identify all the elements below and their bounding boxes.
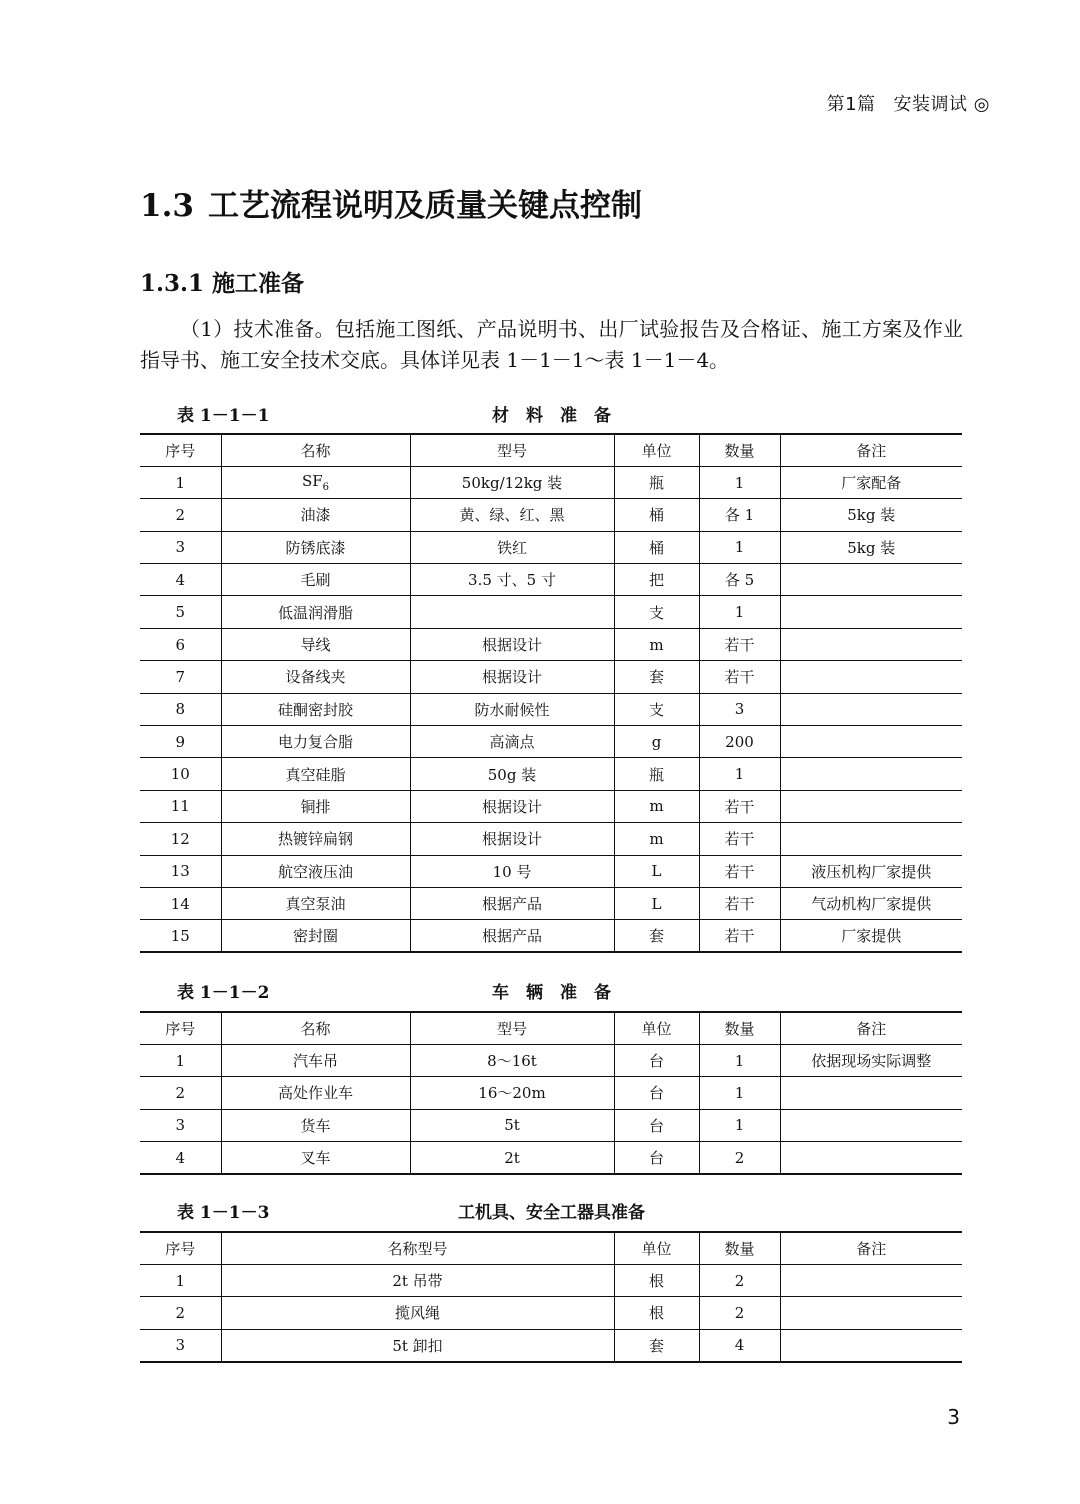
table-cell: 1 [140,1264,221,1296]
table-cell: 高滴点 [410,726,614,758]
table-cell: 把 [614,564,699,596]
table-row [140,726,962,758]
table-cell: 2t [410,1142,614,1174]
column-header: 单位 [614,434,699,466]
table2-vehicles [140,1011,962,1175]
table-cell: 瓶 [614,466,699,498]
table-cell: 1 [699,1044,780,1076]
part-label: 第1篇 [826,94,876,115]
table-cell: 各 5 [699,564,780,596]
table-cell: 1 [140,1044,221,1076]
table-row [140,1109,962,1141]
table-cell: 1 [699,596,780,628]
table-cell: 台 [614,1109,699,1141]
table-cell [780,661,962,693]
table-row [140,1264,962,1296]
table-cell: 1 [699,758,780,790]
table-cell: 若干 [699,855,780,887]
table-cell: 依据现场实际调整 [780,1044,962,1076]
table-cell: 根据产品 [410,920,614,952]
column-header: 备注 [780,1232,962,1264]
column-header: 数量 [699,1012,780,1044]
table-cell: 11 [140,790,221,822]
table-cell: 套 [614,920,699,952]
column-header: 单位 [614,1232,699,1264]
table-row [140,790,962,822]
table-cell: 厂家提供 [780,920,962,952]
table-cell: 液压机构厂家提供 [780,855,962,887]
column-header: 备注 [780,1012,962,1044]
table-cell: 1 [699,531,780,563]
table-row [140,661,962,693]
table-cell: 5kg 装 [780,499,962,531]
table-cell: 5t [410,1109,614,1141]
subsection-title: 施工准备 [212,270,304,297]
table-cell: 2 [140,499,221,531]
table3-caption-title: 工机具、安全工器具准备 [458,1203,645,1223]
table-cell: 2t 吊带 [221,1264,614,1296]
table-cell: 货车 [221,1109,410,1141]
table-cell: 根据设计 [410,661,614,693]
table-row [140,466,962,498]
table-cell: 3 [140,531,221,563]
table-cell [780,1264,962,1296]
table-cell: 10 [140,758,221,790]
table-cell: 10 号 [410,855,614,887]
table-cell: 铜排 [221,790,410,822]
table-row [140,1044,962,1076]
column-header: 名称 [221,434,410,466]
table3-caption-number: 表 1－1－3 [177,1203,270,1223]
table-cell: 200 [699,726,780,758]
table-row [140,693,962,725]
column-header: 型号 [410,434,614,466]
table-cell [780,693,962,725]
subsection-number: 1.3.1 [140,270,205,297]
table-cell: 2 [140,1077,221,1109]
table-row [140,499,962,531]
column-header: 序号 [140,434,221,466]
circle-mark-icon: ◎ [973,94,990,115]
table-cell: 1 [140,466,221,498]
table-cell: 若干 [699,628,780,660]
table-cell: m [614,628,699,660]
table-cell: 台 [614,1077,699,1109]
table-cell: 桶 [614,499,699,531]
table-cell: 3.5 寸、5 寸 [410,564,614,596]
column-header: 序号 [140,1232,221,1264]
table-cell: m [614,823,699,855]
table-cell: 设备线夹 [221,661,410,693]
table-row [140,596,962,628]
table-cell: 高处作业车 [221,1077,410,1109]
table-cell: 航空液压油 [221,855,410,887]
table-cell: 6 [140,628,221,660]
table1-materials [140,433,962,953]
table-cell: 硅酮密封胶 [221,693,410,725]
table2-caption-number: 表 1－1－2 [177,983,270,1003]
table-row [140,823,962,855]
table-cell: 各 1 [699,499,780,531]
table-cell: 1 [699,1109,780,1141]
table-row [140,564,962,596]
table1-caption-number: 表 1－1－1 [177,406,270,426]
table-cell: 套 [614,661,699,693]
table3-caption [140,1198,963,1224]
table-cell: 根据设计 [410,628,614,660]
table-cell: 3 [699,693,780,725]
table1-caption [140,401,963,427]
table-cell: 厂家配备 [780,466,962,498]
table-cell: 16～20m [410,1077,614,1109]
table-cell [780,1329,962,1361]
table-cell: 根 [614,1264,699,1296]
table-row [140,1329,962,1361]
table-cell: L [614,887,699,919]
table-cell: 根据设计 [410,823,614,855]
table-cell [410,596,614,628]
table-cell: 若干 [699,920,780,952]
table-cell [780,564,962,596]
table-cell: 台 [614,1044,699,1076]
table-cell [780,758,962,790]
table-cell: 50kg/12kg 装 [410,466,614,498]
table-cell: 5t 卸扣 [221,1329,614,1361]
table-cell: 3 [140,1329,221,1361]
table-cell: 毛刷 [221,564,410,596]
table-cell [780,628,962,660]
table-cell: 8～16t [410,1044,614,1076]
table-cell [780,790,962,822]
table-cell [780,1077,962,1109]
table-cell: 12 [140,823,221,855]
table-cell: 防水耐候性 [410,693,614,725]
table-cell: 瓶 [614,758,699,790]
table-cell [780,1297,962,1329]
table-row [140,628,962,660]
table-row [140,887,962,919]
table3-tools [140,1231,962,1363]
table-row [140,758,962,790]
table-cell: 9 [140,726,221,758]
table-cell: 密封圈 [221,920,410,952]
table-cell [780,596,962,628]
table-cell: 铁红 [410,531,614,563]
table-cell [780,1142,962,1174]
table-cell: 5kg 装 [780,531,962,563]
table-cell: 叉车 [221,1142,410,1174]
table2-caption-title: 车 辆 准 备 [492,983,611,1003]
table-cell: 4 [140,1142,221,1174]
table-cell: 若干 [699,790,780,822]
table-header-row [140,1232,962,1264]
table-cell: 2 [699,1264,780,1296]
table-cell: 导线 [221,628,410,660]
table-cell: 4 [699,1329,780,1361]
table-cell: 3 [140,1109,221,1141]
running-head [827,90,990,116]
table-row [140,531,962,563]
table-cell: 根据设计 [410,790,614,822]
table2-caption [140,978,963,1004]
table-cell: 1 [699,1077,780,1109]
column-header: 单位 [614,1012,699,1044]
table-cell: 真空硅脂 [221,758,410,790]
table-cell: 根 [614,1297,699,1329]
table-row [140,1077,962,1109]
table-header-row [140,1012,962,1044]
column-header: 名称 [221,1012,410,1044]
table-row [140,1297,962,1329]
table-cell: 桶 [614,531,699,563]
subsection-heading [140,265,304,298]
table-cell: 50g 装 [410,758,614,790]
table-cell: 真空泵油 [221,887,410,919]
table-cell: 14 [140,887,221,919]
table-cell [780,726,962,758]
table-cell: 4 [140,564,221,596]
column-header: 数量 [699,1232,780,1264]
table-cell: 防锈底漆 [221,531,410,563]
table-cell: $SF_6$ [221,466,410,498]
column-header: 序号 [140,1012,221,1044]
table-cell: 低温润滑脂 [221,596,410,628]
table-cell: 支 [614,596,699,628]
table-cell: 15 [140,920,221,952]
table-cell: 根据产品 [410,887,614,919]
table-row [140,920,962,952]
table-cell [780,823,962,855]
table-cell: 13 [140,855,221,887]
table-cell: 气动机构厂家提供 [780,887,962,919]
table-cell: 台 [614,1142,699,1174]
table-cell: 2 [699,1142,780,1174]
table-cell: 2 [140,1297,221,1329]
section-title: 工艺流程说明及质量关键点控制 [208,188,642,224]
page-number: 3 [947,1405,960,1429]
table-row [140,1142,962,1174]
table-cell: 8 [140,693,221,725]
table-cell: 7 [140,661,221,693]
table-cell: 揽风绳 [221,1297,614,1329]
body-paragraph: （1）技术准备。包括施工图纸、产品说明书、出厂试验报告及合格证、施工方案及作业指导书、施工安全技术交底。具体详见表 1－1－1～表 1－1－4。 [140,317,963,372]
table-cell: g [614,726,699,758]
section-number: 1.3 [140,188,194,224]
table-cell: 套 [614,1329,699,1361]
section-label: 安装调试 [893,94,968,115]
table-header-row [140,434,962,466]
table-cell: m [614,790,699,822]
column-header: 数量 [699,434,780,466]
table-cell: 1 [699,466,780,498]
table-cell: 若干 [699,823,780,855]
table-cell [780,1109,962,1141]
table-cell: 支 [614,693,699,725]
table-cell: 油漆 [221,499,410,531]
table-cell: 热镀锌扁钢 [221,823,410,855]
section-heading [140,180,642,225]
table1-caption-title: 材 料 准 备 [492,406,611,426]
table-cell: 若干 [699,887,780,919]
table-cell: L [614,855,699,887]
table-cell: 电力复合脂 [221,726,410,758]
table-cell: 2 [699,1297,780,1329]
column-header: 名称型号 [221,1232,614,1264]
table-cell: 黄、绿、红、黑 [410,499,614,531]
column-header: 备注 [780,434,962,466]
table-cell: 汽车吊 [221,1044,410,1076]
table-cell: 5 [140,596,221,628]
table-cell: 若干 [699,661,780,693]
column-header: 型号 [410,1012,614,1044]
table-row [140,855,962,887]
